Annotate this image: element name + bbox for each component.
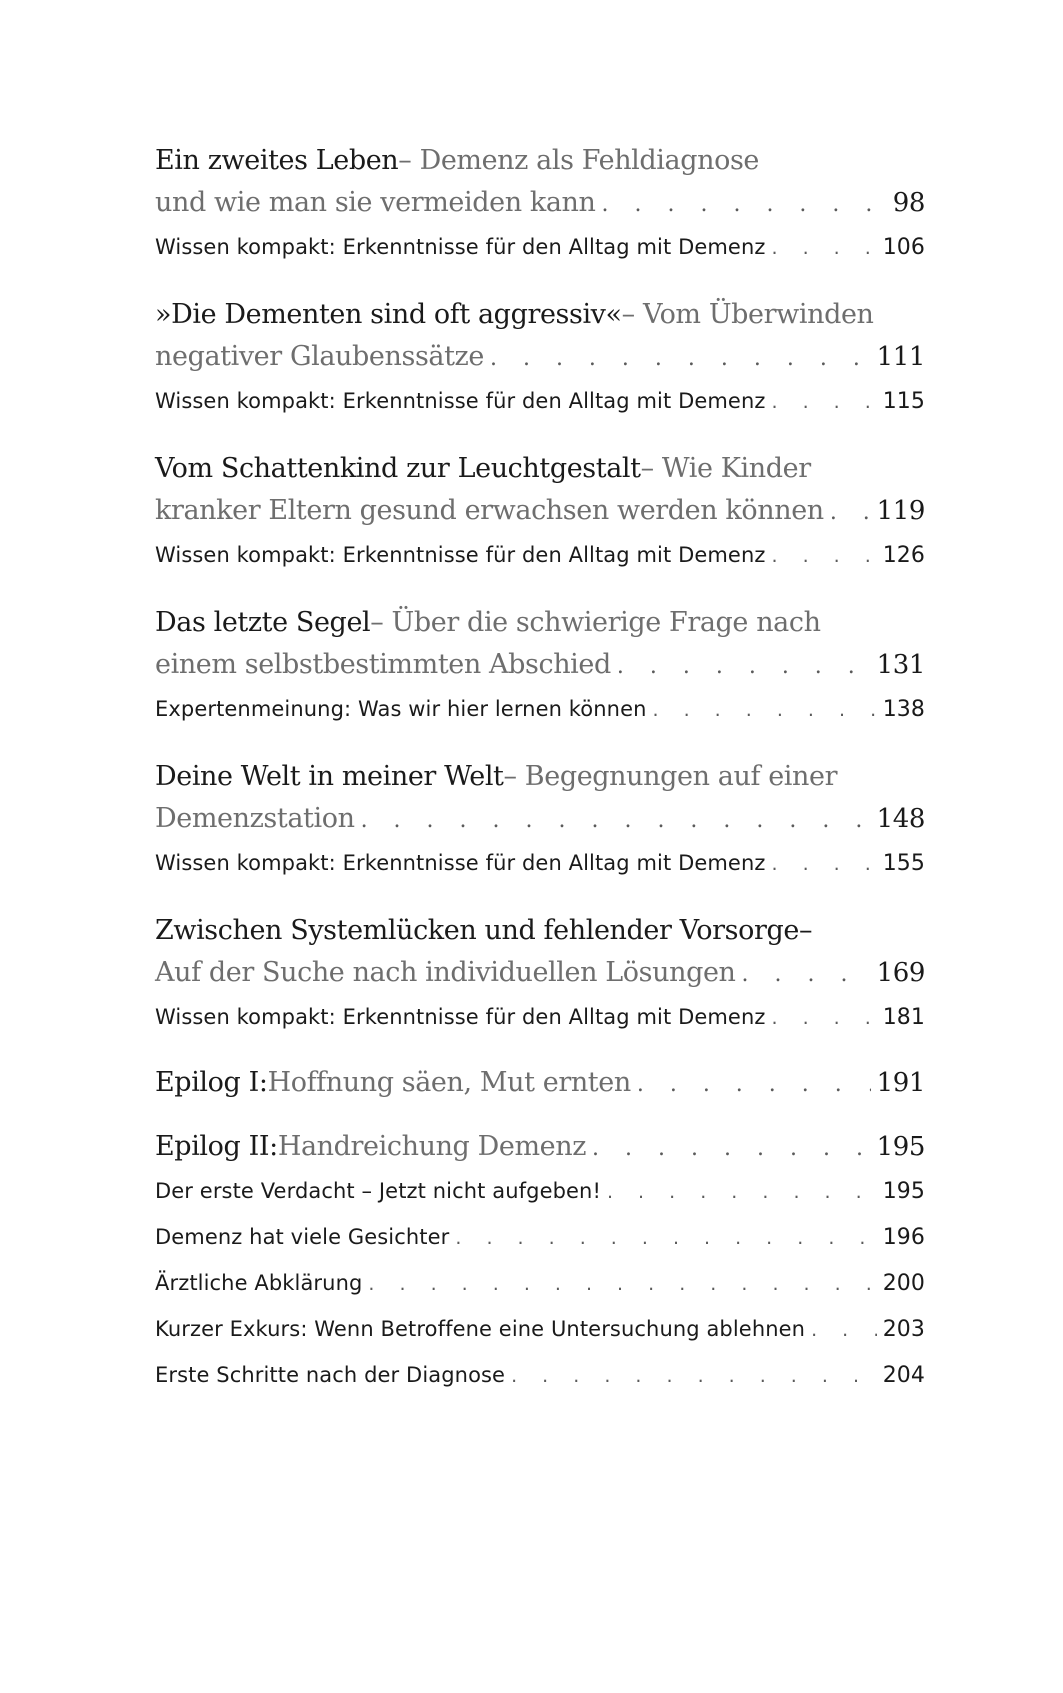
toc-page-number: 196 [882,1225,925,1250]
toc-subentry[interactable] [155,378,925,424]
toc-chapter-subtitle-cont: und wie man sie vermeiden kann [155,187,596,218]
toc-chapter [155,294,925,424]
leader-dots [455,1215,876,1261]
toc-chapter-subtitle: – Demenz als Fehldiagnose [398,145,759,176]
toc-page-number: 119 [876,496,925,526]
toc-page-number: 195 [882,1179,925,1204]
toc-subentry[interactable] [155,224,925,270]
toc-page-number: 204 [882,1363,925,1388]
leader-dots [771,379,876,425]
toc-chapter-title: Epilog II: [155,1131,278,1162]
toc-chapter-subtitle-cont: Auf der Suche nach individuellen Lösungen [155,957,736,988]
leader-dots [830,492,871,534]
leader-dots [811,1307,877,1353]
table-of-contents [155,140,925,1398]
toc-entry[interactable] [155,1062,925,1104]
toc-subentry[interactable] [155,1168,925,1214]
toc-page-number: 126 [882,543,925,568]
toc-subentry-label: Wissen kompakt: Erkenntnisse für den Alltag mit Demenz [155,1005,766,1029]
toc-page-number: 106 [882,235,925,260]
toc-page-number: 155 [882,851,925,876]
toc-subentry-label: Der erste Verdacht – Jetzt nicht aufgeben! [155,1179,601,1203]
toc-page-number: 138 [882,697,925,722]
toc-page-number: 200 [882,1271,925,1296]
toc-chapter-subtitle: Hoffnung säen, Mut ernten [267,1067,631,1098]
leader-dots [511,1353,877,1399]
toc-subentry-label: Wissen kompakt: Erkenntnisse für den Alltag mit Demenz [155,543,766,567]
toc-chapter-title: Deine Welt in meiner Welt [155,761,504,792]
toc-chapter [155,602,925,732]
toc-entry[interactable] [155,798,925,840]
toc-subentry[interactable] [155,840,925,886]
toc-epilog-2 [155,1126,925,1398]
leader-dots [771,533,876,579]
toc-subentry-label: Demenz hat viele Gesichter [155,1225,450,1249]
leader-dots [617,646,871,688]
toc-chapter-subtitle-cont: einem selbstbestimmten Abschied [155,649,611,680]
toc-chapter-title: Vom Schattenkind zur Leuchtgestalt [155,453,641,484]
toc-chapter-title: »Die Dementen sind oft aggressiv« [155,299,622,330]
leader-dots [742,954,871,996]
toc-chapter-subtitle: – Über die schwierige Frage nach [370,607,821,638]
leader-dots [637,1064,871,1106]
toc-entry[interactable] [155,1126,925,1168]
toc-chapter [155,756,925,886]
toc-subentry[interactable] [155,1260,925,1306]
toc-chapter-subtitle-cont: negativer Glaubenssätze [155,341,484,372]
toc-page-number: 115 [882,389,925,414]
toc-subentry[interactable] [155,532,925,578]
toc-subentry-label: Wissen kompakt: Erkenntnisse für den Alltag mit Demenz [155,235,766,259]
toc-subentry-label: Kurzer Exkurs: Wenn Betroffene eine Untersuchung ablehnen [155,1317,806,1341]
toc-chapter [155,140,925,270]
leader-dots [771,225,876,271]
leader-dots [361,800,871,842]
toc-page-number: 181 [882,1005,925,1030]
toc-chapter-subtitle: – Begegnungen auf einer [503,761,838,792]
toc-chapter-title-line [155,140,925,182]
leader-dots [368,1261,876,1307]
toc-chapter [155,910,925,1040]
toc-chapter-title: Epilog I: [155,1067,268,1098]
toc-chapter-title-line [155,294,925,336]
toc-chapter-subtitle-cont: kranker Eltern gesund erwachsen werden können [155,495,824,526]
toc-subentry-label: Wissen kompakt: Erkenntnisse für den Alltag mit Demenz [155,389,766,413]
toc-subentry[interactable] [155,1214,925,1260]
toc-entry[interactable] [155,644,925,686]
toc-chapter-title-line [155,448,925,490]
toc-chapter-title-line [155,602,925,644]
toc-chapter-title: Zwischen Systemlücken und fehlender Vorsorge [155,915,799,946]
toc-page-number: 191 [876,1068,925,1098]
toc-subentry[interactable] [155,994,925,1040]
toc-subentry-label: Wissen kompakt: Erkenntnisse für den Alltag mit Demenz [155,851,766,875]
toc-chapter-subtitle: – Vom Überwinden [621,299,874,330]
leader-dots [602,184,879,226]
toc-entry[interactable] [155,182,925,224]
toc-subentry[interactable] [155,1306,925,1352]
toc-chapter-subtitle-cont: Demenzstation [155,803,355,834]
toc-page-number: 203 [882,1317,925,1342]
toc-chapter [155,448,925,578]
toc-subentry[interactable] [155,1352,925,1398]
leader-dots [607,1169,877,1215]
toc-chapter-title-line [155,756,925,798]
leader-dots [490,338,871,380]
leader-dots [771,841,876,887]
toc-subentry-label: Erste Schritte nach der Diagnose [155,1363,506,1387]
toc-page-number: 148 [876,804,925,834]
toc-chapter-subtitle: – [798,915,813,946]
toc-epilog-1 [155,1062,925,1104]
toc-page-number: 169 [876,958,925,988]
toc-chapter-subtitle: – Wie Kinder [640,453,811,484]
leader-dots [653,687,877,733]
toc-page-number: 111 [876,342,925,372]
toc-page-number: 131 [876,650,925,680]
toc-chapter-title-line [155,910,925,952]
leader-dots [771,995,876,1041]
toc-chapter-title: Das letzte Segel [155,607,371,638]
toc-entry[interactable] [155,952,925,994]
toc-entry[interactable] [155,336,925,378]
toc-chapter-title: Ein zweites Leben [155,145,399,176]
toc-subentry-label: Ärztliche Abklärung [155,1271,363,1295]
toc-page-number: 195 [876,1132,925,1162]
toc-chapter-subtitle: Handreichung Demenz [277,1131,587,1162]
toc-subentry-label: Expertenmeinung: Was wir hier lernen können [155,697,647,721]
toc-page-number: 98 [892,188,925,218]
leader-dots [592,1128,871,1170]
toc-subentry[interactable] [155,686,925,732]
toc-entry[interactable] [155,490,925,532]
